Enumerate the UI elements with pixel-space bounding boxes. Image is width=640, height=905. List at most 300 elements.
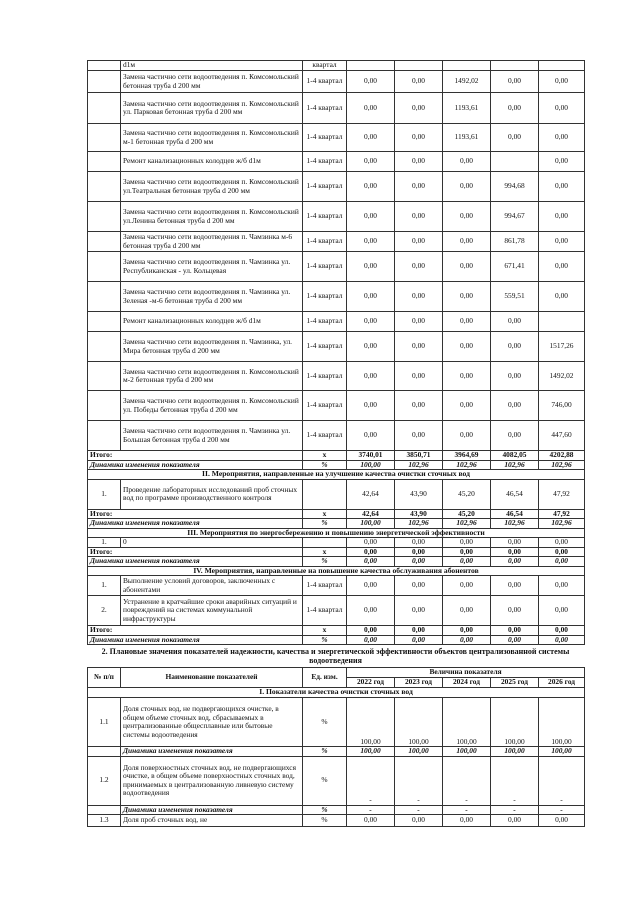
year-value: 0,00 bbox=[395, 312, 443, 332]
section-iii bbox=[88, 528, 585, 538]
measure-name: Проведение лабораторных исследований проб сточных вод по программе производственного контроля bbox=[121, 479, 303, 509]
measure-period: 1-4 квартал bbox=[303, 71, 347, 93]
total-row-unit: х bbox=[303, 509, 347, 519]
year-value: - bbox=[539, 805, 585, 815]
row-number bbox=[88, 747, 121, 757]
measure-name: Выполнение условий договоров, заключенных с абонентами bbox=[121, 576, 303, 596]
indicator-unit: % bbox=[303, 756, 347, 805]
year-value: 102,96 bbox=[491, 460, 539, 470]
year-value: 0,00 bbox=[347, 576, 395, 596]
year-value: 0,00 bbox=[347, 93, 395, 124]
measure-name: Замена частично сети водоотведения п. Комсомольский ул.Театральная бетонная труба d 200 мм bbox=[121, 172, 303, 202]
row-number bbox=[88, 332, 121, 362]
measure-name: Устранение в кратчайшие сроки аварийных ситуаций и повреждений на системах коммунальной инфраструктуры bbox=[121, 596, 303, 626]
section-ii bbox=[88, 470, 585, 480]
year-value: 102,96 bbox=[395, 519, 443, 529]
year-value: 0,00 bbox=[395, 124, 443, 152]
measure-period: 1-4 квартал bbox=[303, 362, 347, 391]
table-row bbox=[88, 202, 585, 232]
year-value: 0,00 bbox=[347, 635, 395, 645]
year-value: 0,00 bbox=[347, 815, 395, 827]
measure-name: Замена частично сети водоотведения п. Комсомольский м-2 бетонная труба d 200 мм bbox=[121, 362, 303, 391]
year-value: 0,00 bbox=[491, 626, 539, 636]
year-value: 0,00 bbox=[443, 172, 491, 202]
measure-name: Ремонт канализационных колодцев ж/б d1м bbox=[121, 312, 303, 332]
year-value: 1492,02 bbox=[539, 362, 585, 391]
measure-period: 1-4 квартал bbox=[303, 93, 347, 124]
year-value: 0,00 bbox=[443, 576, 491, 596]
section-iv-title: IV. Мероприятия, направленные на повышение качества обслуживания абонентов bbox=[88, 566, 585, 576]
row-number: 1.1 bbox=[88, 698, 121, 747]
year-value: 43,90 bbox=[395, 479, 443, 509]
year-value: 559,51 bbox=[491, 282, 539, 312]
year-value: 43,90 bbox=[395, 509, 443, 519]
section-iii-title: III. Мероприятия по энергосбережению и повышению энергетической эффективности bbox=[88, 528, 585, 538]
dynamics-row-unit: % bbox=[303, 635, 347, 645]
row-number bbox=[88, 71, 121, 93]
year-value bbox=[443, 61, 491, 71]
year-value: 0,00 bbox=[539, 576, 585, 596]
year-value: 0,00 bbox=[443, 312, 491, 332]
row-number bbox=[88, 805, 121, 815]
row-number: 1.3 bbox=[88, 815, 121, 827]
year-value: 1492,02 bbox=[443, 71, 491, 93]
year-value: 0,00 bbox=[395, 538, 443, 548]
year-value bbox=[395, 61, 443, 71]
year-value: 100,00 bbox=[539, 698, 585, 747]
year-value: 3740,01 bbox=[347, 451, 395, 461]
year-value: 1193,61 bbox=[443, 124, 491, 152]
total-row-label: Итого: bbox=[88, 509, 303, 519]
year-value: 4202,88 bbox=[539, 451, 585, 461]
year-value: 0,00 bbox=[491, 596, 539, 626]
year-value: 3964,69 bbox=[443, 451, 491, 461]
table-row bbox=[88, 282, 585, 312]
year-value: 994,67 bbox=[491, 202, 539, 232]
indicator-name: Доля поверхностных сточных вод, не подвергающихся очистке, в общем объеме поверхностных сточных вод, принимаемых в централизованную ливневую систему водоотведения bbox=[121, 756, 303, 805]
total-row bbox=[88, 451, 585, 461]
table-row bbox=[88, 698, 585, 747]
year-value: 0,00 bbox=[539, 71, 585, 93]
year-value: 102,96 bbox=[491, 519, 539, 529]
table-row bbox=[88, 815, 585, 827]
measure-period: 1-4 квартал bbox=[303, 202, 347, 232]
table-row bbox=[88, 232, 585, 252]
year-value: 0,00 bbox=[347, 252, 395, 282]
year-value: 0,00 bbox=[347, 538, 395, 548]
year-value: 0,00 bbox=[347, 547, 395, 557]
year-value: 0,00 bbox=[347, 421, 395, 451]
year-value: 1193,61 bbox=[443, 93, 491, 124]
year-value: 0,00 bbox=[395, 172, 443, 202]
year-value: 42,64 bbox=[347, 509, 395, 519]
year-header: 2026 год bbox=[539, 678, 585, 688]
row-number bbox=[88, 61, 121, 71]
header-row bbox=[88, 668, 585, 678]
measure-name: Ремонт канализационных колодцев ж/б d1м bbox=[121, 152, 303, 172]
year-value: 0,00 bbox=[443, 391, 491, 421]
table-row bbox=[88, 596, 585, 626]
year-value: 0,00 bbox=[395, 391, 443, 421]
col-name-header: Наименование показателей bbox=[121, 668, 303, 688]
document-page bbox=[87, 60, 584, 827]
year-value: 100,00 bbox=[539, 747, 585, 757]
year-value: 100,00 bbox=[395, 698, 443, 747]
year-value: 3850,71 bbox=[395, 451, 443, 461]
year-value: 671,41 bbox=[491, 252, 539, 282]
year-header: 2024 год bbox=[443, 678, 491, 688]
year-value: 45,20 bbox=[443, 509, 491, 519]
dynamics-unit: % bbox=[303, 805, 347, 815]
year-value: 0,00 bbox=[395, 547, 443, 557]
year-value: 100,00 bbox=[443, 747, 491, 757]
year-value: 0,00 bbox=[395, 596, 443, 626]
measure-period: 1-4 квартал bbox=[303, 252, 347, 282]
table-row bbox=[88, 391, 585, 421]
year-value: 0,00 bbox=[443, 538, 491, 548]
year-value: - bbox=[539, 756, 585, 805]
year-value: 0,00 bbox=[395, 332, 443, 362]
measure-period: 1-4 квартал bbox=[303, 332, 347, 362]
section-i bbox=[88, 688, 585, 698]
year-value: 0,00 bbox=[491, 421, 539, 451]
year-value: 0,00 bbox=[491, 538, 539, 548]
section-ii-title: II. Мероприятия, направленные на улучшение качества очистки сточных вод bbox=[88, 470, 585, 480]
table-row bbox=[88, 172, 585, 202]
year-value: 0,00 bbox=[395, 421, 443, 451]
year-value: 0,00 bbox=[395, 557, 443, 567]
measure-period bbox=[303, 479, 347, 509]
table-row bbox=[88, 71, 585, 93]
plan-measures-table bbox=[87, 60, 585, 645]
year-value: 0,00 bbox=[491, 391, 539, 421]
year-value: 0,00 bbox=[347, 124, 395, 152]
measure-period: 1-4 квартал bbox=[303, 312, 347, 332]
total-row-unit: х bbox=[303, 626, 347, 636]
year-value: 102,96 bbox=[443, 460, 491, 470]
year-value: 0,00 bbox=[539, 557, 585, 567]
year-header: 2025 год bbox=[491, 678, 539, 688]
year-value: 0,00 bbox=[539, 538, 585, 548]
total-row bbox=[88, 547, 585, 557]
total-row-unit: х bbox=[303, 547, 347, 557]
row-number: 2. bbox=[88, 596, 121, 626]
table-row bbox=[88, 421, 585, 451]
measure-name: Замена частично сети водоотведения п. Комсомольский ул.Ленина бетонная труба d 200 мм bbox=[121, 202, 303, 232]
year-value: 45,20 bbox=[443, 479, 491, 509]
year-value: 0,00 bbox=[395, 576, 443, 596]
measure-name: Замена частично сети водоотведения п. Чамзинка ул. Большая бетонная труба d 200 мм bbox=[121, 421, 303, 451]
year-value: 0,00 bbox=[347, 172, 395, 202]
measure-period: 1-4 квартал bbox=[303, 576, 347, 596]
year-value: 861,78 bbox=[491, 232, 539, 252]
total-row-unit: х bbox=[303, 451, 347, 461]
table-row bbox=[88, 538, 585, 548]
measure-period: 1-4 квартал bbox=[303, 282, 347, 312]
year-header: 2022 год bbox=[347, 678, 395, 688]
year-value: 0,00 bbox=[539, 547, 585, 557]
year-value: 0,00 bbox=[491, 362, 539, 391]
row-number bbox=[88, 252, 121, 282]
year-value: 0,00 bbox=[347, 332, 395, 362]
year-value: 100,00 bbox=[347, 747, 395, 757]
measure-name: d1м bbox=[121, 61, 303, 71]
measure-period: 1-4 квартал bbox=[303, 232, 347, 252]
indicators-table bbox=[87, 667, 585, 827]
year-value: 0,00 bbox=[347, 282, 395, 312]
measure-name: Замена частично сети водоотведения п. Комсомольский ул. Победы бетонная труба d 200 мм bbox=[121, 391, 303, 421]
year-value: 0,00 bbox=[443, 252, 491, 282]
year-value: - bbox=[347, 805, 395, 815]
year-value: 0,00 bbox=[491, 576, 539, 596]
year-value: 0,00 bbox=[347, 71, 395, 93]
row-number bbox=[88, 202, 121, 232]
row-number bbox=[88, 172, 121, 202]
year-header: 2023 год bbox=[395, 678, 443, 688]
year-value: 0,00 bbox=[539, 635, 585, 645]
measure-period: 1-4 квартал bbox=[303, 391, 347, 421]
table-row bbox=[88, 93, 585, 124]
year-value bbox=[491, 152, 539, 172]
row-number bbox=[88, 232, 121, 252]
table-row bbox=[88, 252, 585, 282]
total-row bbox=[88, 626, 585, 636]
year-value bbox=[491, 61, 539, 71]
year-value: 0,00 bbox=[395, 362, 443, 391]
year-value: 4082,05 bbox=[491, 451, 539, 461]
year-value: 0,00 bbox=[443, 152, 491, 172]
year-value: 0,00 bbox=[539, 93, 585, 124]
year-value: 0,00 bbox=[539, 596, 585, 626]
year-value: 0,00 bbox=[347, 626, 395, 636]
year-value: 1517,26 bbox=[539, 332, 585, 362]
dynamics-row-unit: % bbox=[303, 519, 347, 529]
year-value: 0,00 bbox=[395, 815, 443, 827]
dynamics-row bbox=[88, 805, 585, 815]
row-number bbox=[88, 124, 121, 152]
col-unit-header: Ед. изм. bbox=[303, 668, 347, 688]
year-value: 0,00 bbox=[539, 252, 585, 282]
year-value: 47,92 bbox=[539, 509, 585, 519]
year-value: 100,00 bbox=[347, 519, 395, 529]
year-value: - bbox=[491, 756, 539, 805]
year-value: 0,00 bbox=[443, 547, 491, 557]
measure-period: 1-4 квартал bbox=[303, 152, 347, 172]
col-num-header: № п/п bbox=[88, 668, 121, 688]
year-value: 42,64 bbox=[347, 479, 395, 509]
year-value: 0,00 bbox=[491, 71, 539, 93]
year-value: 0,00 bbox=[395, 152, 443, 172]
year-value: 46,54 bbox=[491, 509, 539, 519]
year-value: 0,00 bbox=[395, 252, 443, 282]
year-value: 0,00 bbox=[395, 71, 443, 93]
table-row bbox=[88, 756, 585, 805]
year-value: 0,00 bbox=[539, 202, 585, 232]
total-row-label: Итого: bbox=[88, 451, 303, 461]
year-value: 0,00 bbox=[491, 547, 539, 557]
year-value: 0,00 bbox=[491, 312, 539, 332]
table-row bbox=[88, 362, 585, 391]
year-value: - bbox=[395, 756, 443, 805]
year-value: - bbox=[443, 756, 491, 805]
row-number bbox=[88, 93, 121, 124]
year-value: 0,00 bbox=[539, 124, 585, 152]
table-row bbox=[88, 332, 585, 362]
measure-name: Замена частично сети водоотведения п. Чамзинка, ул. Мира бетонная труба d 200 мм bbox=[121, 332, 303, 362]
year-value: 100,00 bbox=[491, 747, 539, 757]
indicator-unit: % bbox=[303, 815, 347, 827]
row-number: 1. bbox=[88, 576, 121, 596]
year-value: 0,00 bbox=[443, 635, 491, 645]
year-value: 0,00 bbox=[395, 202, 443, 232]
year-value: 102,96 bbox=[539, 460, 585, 470]
year-value bbox=[539, 312, 585, 332]
year-value: 0,00 bbox=[443, 557, 491, 567]
year-value: 0,00 bbox=[491, 332, 539, 362]
col-group-header: Величина показателя bbox=[347, 668, 585, 678]
indicator-name: Доля проб сточных вод, не bbox=[121, 815, 303, 827]
year-value: 0,00 bbox=[347, 596, 395, 626]
year-value: 102,96 bbox=[395, 460, 443, 470]
measure-name: Замена частично сети водоотведения п. Комсомольский бетонная труба d 200 мм bbox=[121, 71, 303, 93]
year-value: 0,00 bbox=[539, 626, 585, 636]
measure-period: 1-4 квартал bbox=[303, 124, 347, 152]
dynamics-label: Динамика изменения показателя bbox=[121, 805, 303, 815]
table-row bbox=[88, 124, 585, 152]
row-number: 1.2 bbox=[88, 756, 121, 805]
measure-name: Замена частично сети водоотведения п. Комсомольский ул. Парковая бетонная труба d 200 мм bbox=[121, 93, 303, 124]
year-value: 100,00 bbox=[347, 698, 395, 747]
year-value: 0,00 bbox=[443, 596, 491, 626]
year-value: 0,00 bbox=[491, 93, 539, 124]
section-iv bbox=[88, 566, 585, 576]
year-value: 0,00 bbox=[347, 312, 395, 332]
year-value: 447,60 bbox=[539, 421, 585, 451]
row-number bbox=[88, 391, 121, 421]
year-value: 0,00 bbox=[395, 635, 443, 645]
total-row-label: Итого: bbox=[88, 547, 303, 557]
year-value: 100,00 bbox=[443, 698, 491, 747]
section-heading-2: 2. Плановые значения показателей надежности, качества и энергетической эффективности объектов централизованной системы водоотведения bbox=[101, 647, 570, 665]
year-value: 102,96 bbox=[443, 519, 491, 529]
dynamics-row-unit: % bbox=[303, 557, 347, 567]
dynamics-row bbox=[88, 519, 585, 529]
row-number bbox=[88, 421, 121, 451]
year-value: 0,00 bbox=[539, 172, 585, 202]
year-value: 0,00 bbox=[443, 815, 491, 827]
year-value: 0,00 bbox=[491, 815, 539, 827]
year-value: 0,00 bbox=[443, 232, 491, 252]
year-value: 0,00 bbox=[491, 557, 539, 567]
row-number bbox=[88, 362, 121, 391]
year-value: 0,00 bbox=[395, 282, 443, 312]
dynamics-label: Динамика изменения показателя bbox=[121, 747, 303, 757]
year-value: 0,00 bbox=[347, 202, 395, 232]
measure-name: Замена частично сети водоотведения п. Чамзинка ул. Республиканская - ул. Кольцевая bbox=[121, 252, 303, 282]
year-value bbox=[539, 61, 585, 71]
year-value: 0,00 bbox=[443, 282, 491, 312]
year-value: 0,00 bbox=[347, 152, 395, 172]
year-value: 0,00 bbox=[347, 232, 395, 252]
total-row bbox=[88, 509, 585, 519]
measure-period bbox=[303, 538, 347, 548]
year-value: - bbox=[443, 805, 491, 815]
measure-name: Замена частично сети водоотведения п. Чамзинка м-6 бетонная труба d 200 мм bbox=[121, 232, 303, 252]
year-value: 47,92 bbox=[539, 479, 585, 509]
year-value: 0,00 bbox=[347, 557, 395, 567]
measure-period: 1-4 квартал bbox=[303, 421, 347, 451]
year-value: - bbox=[347, 756, 395, 805]
year-value: 0,00 bbox=[539, 152, 585, 172]
dynamics-row-label: Динамика изменения показателя bbox=[88, 519, 303, 529]
total-row-label: Итого: bbox=[88, 626, 303, 636]
dynamics-row-label: Динамика изменения показателя bbox=[88, 557, 303, 567]
row-number bbox=[88, 282, 121, 312]
year-value: 0,00 bbox=[443, 202, 491, 232]
row-number bbox=[88, 152, 121, 172]
dynamics-row bbox=[88, 635, 585, 645]
year-value: 0,00 bbox=[539, 232, 585, 252]
measure-name: Замена частично сети водоотведения п. Комсомольский м-1 бетонная труба d 200 мм bbox=[121, 124, 303, 152]
table-row bbox=[88, 61, 585, 71]
indicator-unit: % bbox=[303, 698, 347, 747]
year-value: 0,00 bbox=[491, 635, 539, 645]
dynamics-row-label: Динамика изменения показателя bbox=[88, 635, 303, 645]
measure-period: 1-4 квартал bbox=[303, 596, 347, 626]
year-value: 0,00 bbox=[395, 626, 443, 636]
year-value: 0,00 bbox=[443, 362, 491, 391]
table-row bbox=[88, 576, 585, 596]
year-value: - bbox=[491, 805, 539, 815]
year-value: 100,00 bbox=[491, 698, 539, 747]
year-value: 0,00 bbox=[395, 93, 443, 124]
table-row bbox=[88, 312, 585, 332]
dynamics-row-label: Динамика изменения показателя bbox=[88, 460, 303, 470]
year-value: 746,00 bbox=[539, 391, 585, 421]
table-row bbox=[88, 152, 585, 172]
dynamics-row bbox=[88, 557, 585, 567]
year-value: 100,00 bbox=[347, 460, 395, 470]
table-row bbox=[88, 479, 585, 509]
year-value: - bbox=[395, 805, 443, 815]
year-value: 0,00 bbox=[539, 282, 585, 312]
measure-period: квартал bbox=[303, 61, 347, 71]
year-value: 994,68 bbox=[491, 172, 539, 202]
year-value: 46,54 bbox=[491, 479, 539, 509]
indicator-name: Доля сточных вод, не подвергающихся очистке, в общем объеме сточных вод, сбрасываемых в централизованные общесплавные или бытовые системы водоотведения bbox=[121, 698, 303, 747]
row-number: 1. bbox=[88, 479, 121, 509]
row-number bbox=[88, 312, 121, 332]
measure-name: Замена частично сети водоотведения п. Чамзинка ул. Зеленая -м-6 бетонная труба d 200 мм bbox=[121, 282, 303, 312]
row-number: 1. bbox=[88, 538, 121, 548]
year-value: 0,00 bbox=[443, 421, 491, 451]
year-value: 102,96 bbox=[539, 519, 585, 529]
year-value: 100,00 bbox=[395, 747, 443, 757]
year-value: 0,00 bbox=[395, 232, 443, 252]
year-value: 0,00 bbox=[347, 362, 395, 391]
dynamics-unit: % bbox=[303, 747, 347, 757]
year-value: 0,00 bbox=[443, 626, 491, 636]
section-i-title: I. Показатели качества очистки сточных вод bbox=[88, 688, 585, 698]
dynamics-row bbox=[88, 747, 585, 757]
year-value: 0,00 bbox=[443, 332, 491, 362]
measure-period: 1-4 квартал bbox=[303, 172, 347, 202]
dynamics-row-unit: % bbox=[303, 460, 347, 470]
dynamics-row bbox=[88, 460, 585, 470]
year-value: 0,00 bbox=[347, 391, 395, 421]
year-value: 0,00 bbox=[491, 124, 539, 152]
year-value: 0,00 bbox=[539, 815, 585, 827]
